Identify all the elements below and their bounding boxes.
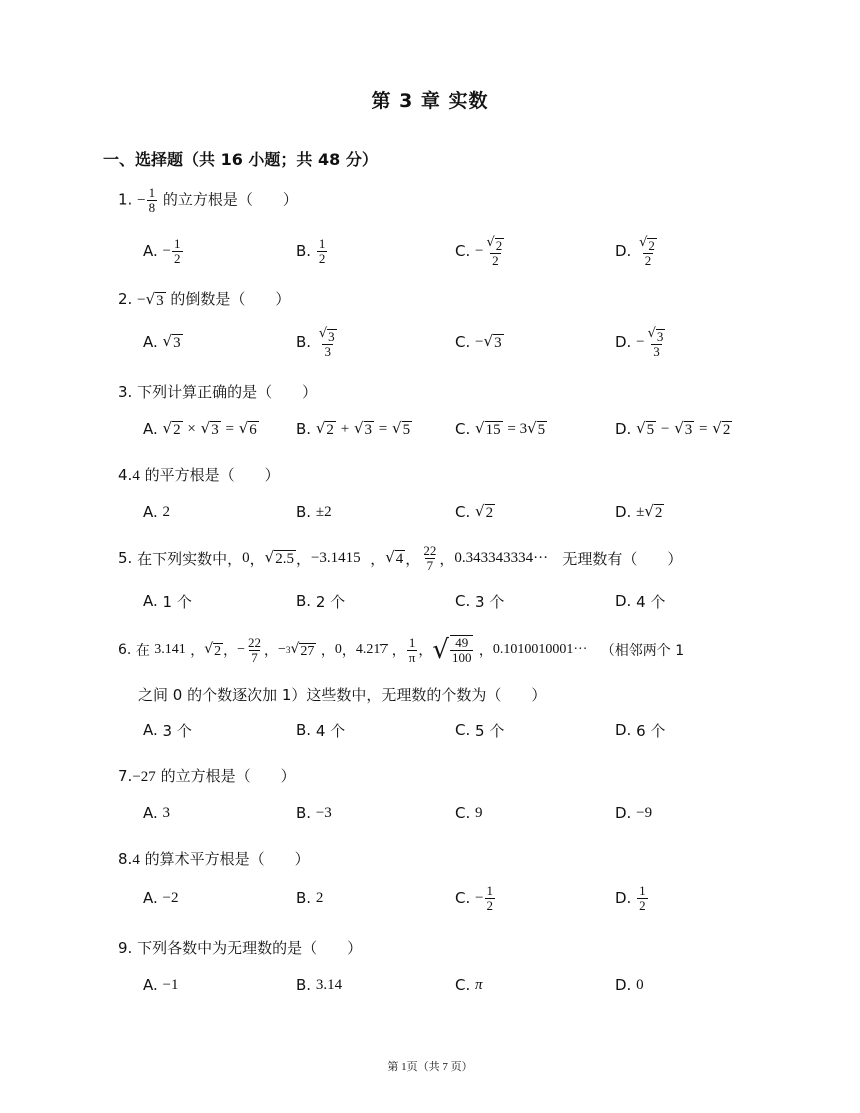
option-b[interactable]: B. 3.14 — [296, 976, 343, 994]
sqrt-expression: √ 3 — [145, 290, 164, 309]
section-heading: 一、选择题（共 16 小题；共 48 分） — [103, 150, 378, 169]
option-a[interactable]: A. −2 — [143, 889, 179, 907]
option-b[interactable]: B. ±2 — [296, 503, 332, 521]
option-b[interactable]: B. 2 个 — [296, 592, 346, 611]
options-q1 — [143, 231, 843, 271]
question-7: 7.−27 的立方根是（ ） — [118, 767, 296, 785]
option-b[interactable]: B. $\frac{1}{2}$ — [296, 235, 326, 266]
option-a[interactable]: A. √ 3 — [143, 332, 181, 351]
option-b[interactable]: B. −3 — [296, 804, 332, 822]
option-a[interactable]: A. 1 个 — [143, 592, 192, 611]
question-text: 的倒数是（ ） — [170, 290, 291, 308]
question-6: 6. 在 3.141 ， √ 2 ， − $\frac{22}{7}$ ， − 3 √ 27 ， 0 ， 4.21̇7̇ ， $\frac{1}{\pi}$ ， √ $\frac{49}{100}$ ， 0.1010010001··· （相邻两个 1 — [118, 634, 685, 665]
option-d[interactable]: D. − √ 3 3 — [615, 325, 664, 359]
question-text: 的平方根是（ ） — [144, 466, 280, 484]
option-d[interactable]: D. √ 5 − √ 3 = √ 2 — [615, 419, 731, 438]
option-c[interactable]: C. √ 15 = 3 √ 5 — [455, 419, 546, 438]
question-text: 下列各数中为无理数的是（ ） — [137, 939, 363, 957]
option-b[interactable]: B. 2 — [296, 889, 324, 907]
question-text: 的立方根是（ ） — [162, 190, 298, 209]
page-title: 第 3 章 实数 — [371, 90, 489, 112]
option-b[interactable]: B. √ 3 3 — [296, 325, 335, 359]
option-c[interactable]: C. − $\frac{1}{2}$ — [455, 882, 493, 913]
option-d[interactable]: D. $\frac{1}{2}$ — [615, 882, 646, 913]
question-5: 5. 在下列实数中， 0 ， √ 2.5 ， −3.1415 ， √ 4 ， $\frac{22}{7}$ ， 0.343343334··· 无理数有（ ） — [118, 542, 683, 573]
option-c[interactable]: C. − √ 3 — [455, 332, 502, 351]
options-q2 — [143, 322, 843, 362]
option-c[interactable]: C. 3 个 — [455, 592, 505, 611]
option-d[interactable]: D. √ 2 2 — [615, 234, 655, 268]
question-9: 9. 下列各数中为无理数的是（ ） — [118, 939, 363, 957]
option-d[interactable]: D. 4 个 — [615, 592, 666, 611]
option-a[interactable]: A. 3 — [143, 804, 171, 822]
question-text: 的立方根是（ ） — [160, 767, 296, 785]
option-c[interactable]: C. − √ 2 2 — [455, 234, 503, 268]
question-8: 8.4 的算术平方根是（ ） — [118, 850, 310, 868]
options-q5 — [143, 581, 843, 621]
option-b[interactable]: B. 4 个 — [296, 721, 346, 740]
option-c[interactable]: C. √ 2 — [455, 502, 494, 521]
options-q6 — [143, 710, 843, 750]
option-c[interactable]: C. 5 个 — [455, 721, 505, 740]
options-q8 — [143, 878, 843, 918]
option-d[interactable]: D. −9 — [615, 804, 653, 822]
page-footer: 第 1页（共 7 页） — [387, 1061, 473, 1073]
option-d[interactable]: D. 0 — [615, 976, 644, 994]
question-2: 2. − √ 3 的倒数是（ ） — [118, 290, 291, 309]
question-6-continued: 之间 0 的个数逐次加 1）这些数中，无理数的个数为（ ） — [138, 686, 547, 704]
option-a[interactable]: A. 2 — [143, 503, 171, 521]
question-text: 的算术平方根是（ ） — [144, 850, 310, 868]
option-a[interactable]: A. 3 个 — [143, 721, 192, 740]
question-4: 4.4 的平方根是（ ） — [118, 466, 280, 484]
neg-sign: − — [137, 192, 146, 209]
options-q9 — [143, 965, 843, 1005]
option-c[interactable]: C. 9 — [455, 804, 483, 822]
question-number: 1. — [118, 190, 133, 209]
options-q7 — [143, 793, 843, 833]
options-q4 — [143, 492, 843, 532]
options-q3 — [143, 409, 843, 449]
option-c[interactable]: C. π — [455, 976, 483, 994]
option-a[interactable]: A. −1 — [143, 976, 179, 994]
option-d[interactable]: D. 6 个 — [615, 721, 666, 740]
option-a[interactable]: A. − $\frac{1}{2}$ — [143, 235, 181, 266]
option-a[interactable]: A. √ 2 × √ 3 = √ 6 — [143, 419, 257, 438]
fraction: $\frac{1}{8}$ — [148, 185, 156, 215]
question-text: 下列计算正确的是（ ） — [137, 383, 318, 401]
question-1 — [118, 186, 298, 214]
option-b[interactable]: B. √ 2 + √ 3 = √ 5 — [296, 419, 411, 438]
question-3: 3. 下列计算正确的是（ ） — [118, 383, 318, 401]
option-d[interactable]: D. ± √ 2 — [615, 502, 663, 521]
